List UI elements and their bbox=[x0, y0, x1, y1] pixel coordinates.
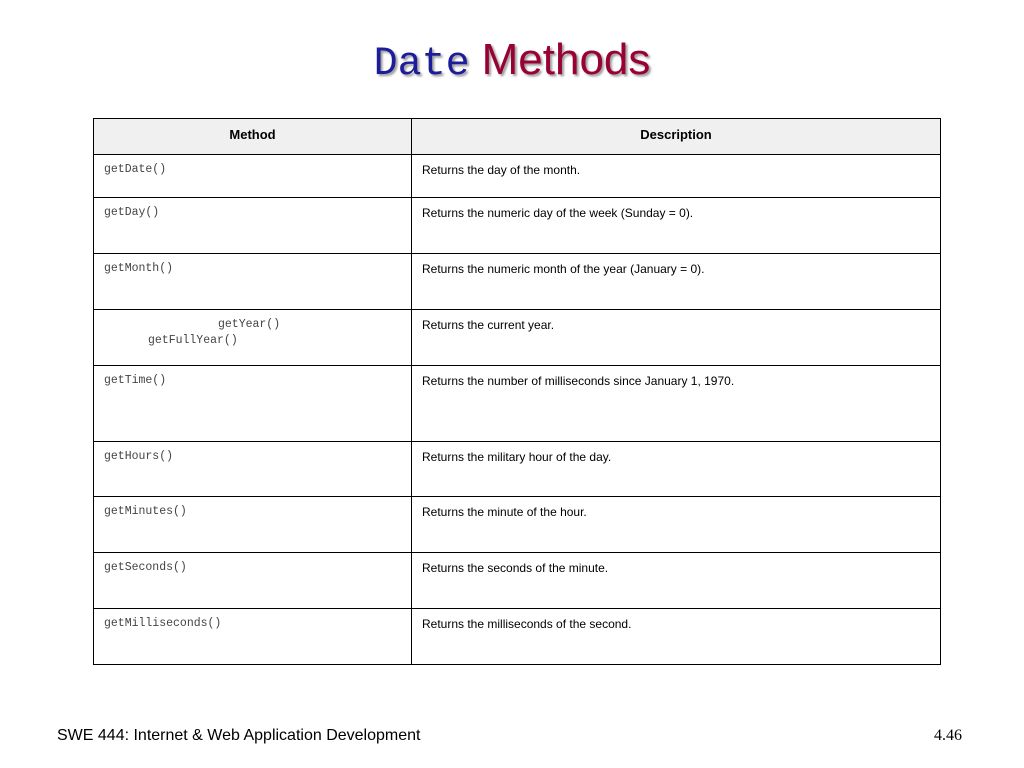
description-cell: Returns the current year. bbox=[412, 310, 941, 366]
table-row bbox=[94, 497, 941, 553]
table-row bbox=[94, 254, 941, 310]
description-cell: Returns the day of the month. bbox=[412, 155, 941, 198]
footer-course-title: SWE 444: Internet & Web Application Development bbox=[57, 727, 421, 744]
method-name-getyear: getYear() bbox=[218, 318, 281, 331]
title-code-word: Date bbox=[373, 42, 470, 87]
description-cell: Returns the military hour of the day. bbox=[412, 442, 941, 497]
title-word: Methods bbox=[481, 35, 651, 84]
method-cell: getMonth() bbox=[94, 254, 412, 310]
description-cell: Returns the numeric day of the week (Sunday = 0). bbox=[412, 198, 941, 254]
table-row bbox=[94, 609, 941, 665]
column-header-description: Description bbox=[412, 119, 941, 155]
column-header-method: Method bbox=[94, 119, 412, 155]
table-row bbox=[94, 198, 941, 254]
table-row bbox=[94, 366, 941, 442]
method-cell: getDate() bbox=[94, 155, 412, 198]
method-cell: getHours() bbox=[94, 442, 412, 497]
description-cell: Returns the numeric month of the year (January = 0). bbox=[412, 254, 941, 310]
footer-page-number: 4.46 bbox=[934, 727, 962, 744]
method-cell: getDay() bbox=[94, 198, 412, 254]
description-cell: Returns the minute of the hour. bbox=[412, 497, 941, 553]
methods-table bbox=[93, 118, 941, 665]
method-cell: getTime() bbox=[94, 366, 412, 442]
table-header-row bbox=[94, 119, 941, 155]
table-row bbox=[94, 155, 941, 198]
method-name-getfullyear: getFullYear() bbox=[148, 334, 238, 347]
method-cell: getMinutes() bbox=[94, 497, 412, 553]
method-cell: getSeconds() bbox=[94, 553, 412, 609]
description-cell: Returns the seconds of the minute. bbox=[412, 553, 941, 609]
method-cell bbox=[94, 310, 412, 366]
table-row bbox=[94, 310, 941, 366]
description-cell: Returns the number of milliseconds since January 1, 1970. bbox=[412, 366, 941, 442]
slide-title bbox=[0, 30, 1024, 95]
table-row bbox=[94, 442, 941, 497]
method-cell: getMilliseconds() bbox=[94, 609, 412, 665]
description-cell: Returns the milliseconds of the second. bbox=[412, 609, 941, 665]
table-row bbox=[94, 553, 941, 609]
